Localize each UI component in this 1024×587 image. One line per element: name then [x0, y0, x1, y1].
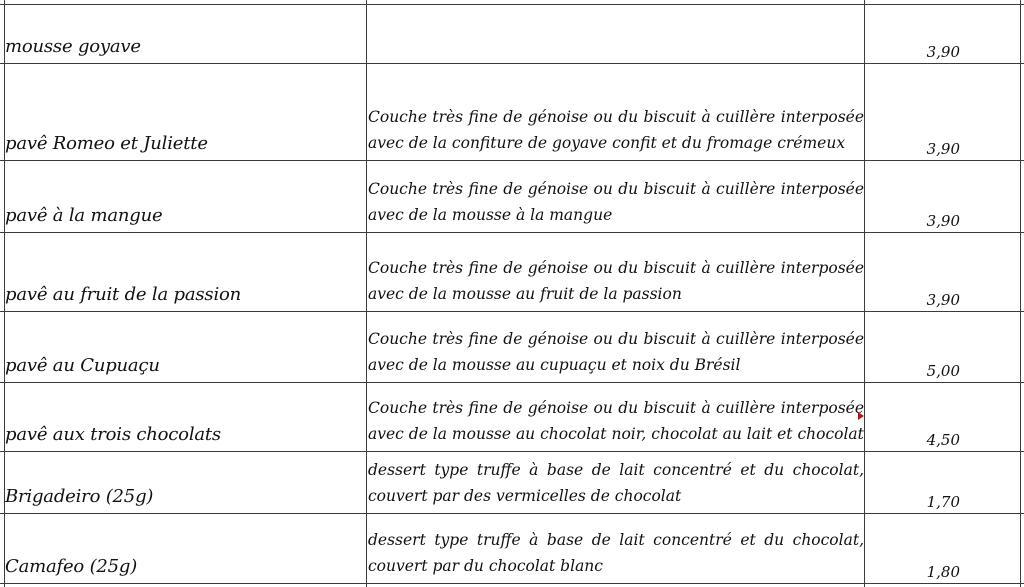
table-row	[0, 5, 1024, 63]
product-description	[368, 176, 864, 228]
product-name: pavê à la mangue	[5, 205, 163, 226]
row-border	[0, 583, 1024, 584]
product-name: Brigadeiro (25g)	[5, 486, 154, 507]
description-line-1: dessert type truffe à base de lait concentré et du chocolat,	[368, 461, 864, 479]
product-name: pavê au fruit de la passion	[5, 284, 242, 305]
description-line-2: avec de la mousse à la mangue	[368, 206, 613, 224]
product-name: mousse goyave	[5, 36, 141, 57]
product-price: 3,90	[926, 212, 960, 230]
product-price: 3,90	[926, 291, 960, 309]
product-name: pavê aux trois chocolats	[5, 424, 221, 445]
table-row	[0, 161, 1024, 232]
description-line-1: dessert type truffe à base de lait concentré et du chocolat,	[368, 531, 864, 549]
product-price: 3,90	[926, 43, 960, 61]
description-line-1: Couche très fine de génoise ou du biscuit à cuillère interposée	[368, 108, 864, 126]
product-description	[368, 527, 864, 579]
description-line-1: Couche très fine de génoise ou du biscuit à cuillère interposée	[368, 259, 864, 277]
description-line-2: couvert par du chocolat blanc	[368, 557, 603, 575]
description-line-2: couvert par des vermicelles de chocolat	[368, 487, 682, 505]
product-name: pavê Romeo et Juliette	[5, 133, 208, 154]
description-line-1: Couche très fine de génoise ou du biscuit à cuillère interposée	[368, 180, 864, 198]
comment-indicator-icon[interactable]	[858, 412, 864, 420]
description-line-2: avec de la mousse au chocolat noir, chocolat au lait et chocolat	[368, 425, 864, 443]
product-price: 4,50	[926, 431, 960, 449]
product-description	[368, 395, 864, 447]
description-line-2: avec de la mousse au cupuaçu et noix du Brésil	[368, 356, 741, 374]
product-description	[368, 457, 864, 509]
description-line-2: avec de la mousse au fruit de la passion	[368, 285, 682, 303]
table-row	[0, 233, 1024, 311]
table-row	[0, 452, 1024, 513]
description-line-2: avec de la confiture de goyave confit et du fromage crémeux	[368, 134, 846, 152]
product-description	[368, 104, 864, 156]
description-line-1: Couche très fine de génoise ou du biscuit à cuillère interposée	[368, 330, 864, 348]
table-row	[0, 312, 1024, 382]
product-name: Camafeo (25g)	[5, 556, 138, 577]
table-row	[0, 514, 1024, 583]
description-line-1: Couche très fine de génoise ou du biscuit à cuillère interposée	[368, 399, 864, 417]
table-row	[0, 383, 1024, 451]
table-row	[0, 64, 1024, 160]
product-price: 1,80	[926, 563, 960, 581]
product-price: 5,00	[926, 362, 960, 380]
product-description	[368, 255, 864, 307]
product-name: pavê au Cupuaçu	[5, 355, 160, 376]
product-price: 1,70	[926, 493, 960, 511]
product-description	[368, 326, 864, 378]
product-price: 3,90	[926, 140, 960, 158]
